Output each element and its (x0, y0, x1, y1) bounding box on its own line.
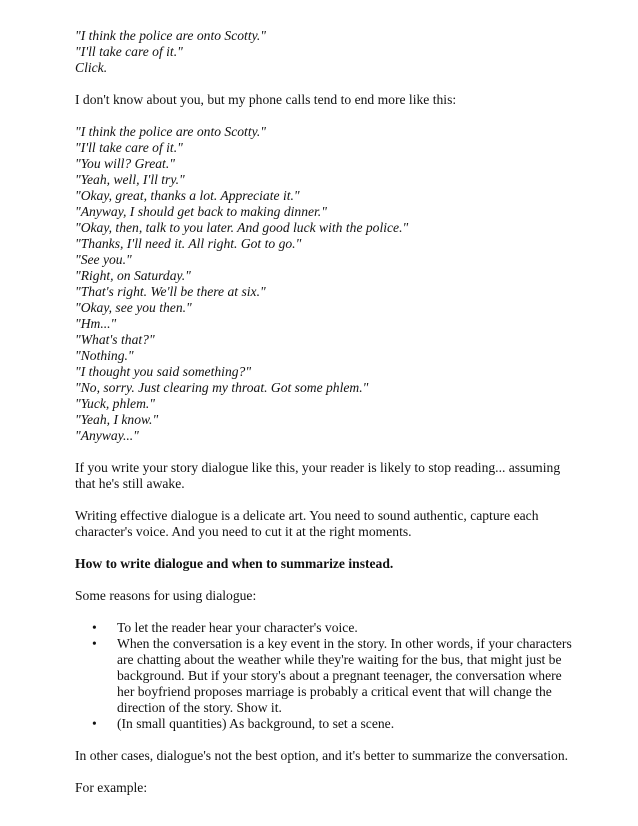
dialogue-line: "Okay, then, talk to you later. And good luck with the police." (75, 220, 409, 235)
dialogue-line: "I think the police are onto Scotty." (75, 28, 266, 43)
paragraph-reader: If you write your story dialogue like this, your reader is likely to stop reading... assuming that he's still awake. (75, 460, 561, 491)
reasons-list (75, 620, 578, 732)
dialogue-line: "Hm..." (75, 316, 117, 331)
dialogue-line: "I'll take care of it." (75, 140, 183, 155)
reasons-intro: Some reasons for using dialogue: (75, 588, 257, 603)
dialogue-line: "What's that?" (75, 332, 155, 347)
dialogue-line: "Okay, great, thanks a lot. Appreciate it." (75, 188, 300, 203)
dialogue-line: "See you." (75, 252, 132, 267)
dialogue-line: "Thanks, I'll need it. All right. Got to go." (75, 236, 302, 251)
dialogue-line: "Yeah, well, I'll try." (75, 172, 185, 187)
dialogue-line: "Anyway, I should get back to making dinner." (75, 204, 327, 219)
section-heading: How to write dialogue and when to summarize instead. (75, 556, 394, 571)
intro-paragraph: I don't know about you, but my phone calls tend to end more like this: (75, 92, 457, 107)
dialogue-line: "I thought you said something?" (75, 364, 252, 379)
dialogue-line: "Anyway..." (75, 428, 139, 443)
dialogue-line: "I'll take care of it." (75, 44, 183, 59)
list-item: • (In small quantities) As background, to set a scene. (117, 716, 578, 732)
dialogue-line: "Yuck, phlem." (75, 396, 156, 411)
dialogue-line: "That's right. We'll be there at six." (75, 284, 266, 299)
paragraph-summarize: In other cases, dialogue's not the best option, and it's better to summarize the conversation. (75, 748, 569, 763)
for-example: For example: (75, 780, 148, 795)
paragraph-art: Writing effective dialogue is a delicate art. You need to sound authentic, capture each character's voice. And you need to cut it at the right moments. (75, 508, 539, 539)
dialogue-line: "You will? Great." (75, 156, 175, 171)
dialogue-line: Click. (75, 60, 108, 75)
dialogue-line: "No, sorry. Just clearing my throat. Got some phlem." (75, 380, 369, 395)
list-item: • When the conversation is a key event in the story. In other words, if your characters are chatting about the weather while they're waiting for the bus, that might just be background. But if your story's about a pregnant teenager, the conversation where her boyfriend proposes marriage is probably a critical event that will change the direction of the story. Show it. (117, 636, 578, 716)
long-dialogue (75, 124, 578, 444)
dialogue-line: "I think the police are onto Scotty." (75, 124, 266, 139)
dialogue-line: "Nothing." (75, 348, 134, 363)
opening-dialogue (75, 28, 578, 76)
dialogue-line: "Right, on Saturday." (75, 268, 191, 283)
dialogue-line: "Okay, see you then." (75, 300, 192, 315)
list-item: • To let the reader hear your character's voice. (117, 620, 578, 636)
dialogue-line: "Yeah, I know." (75, 412, 159, 427)
